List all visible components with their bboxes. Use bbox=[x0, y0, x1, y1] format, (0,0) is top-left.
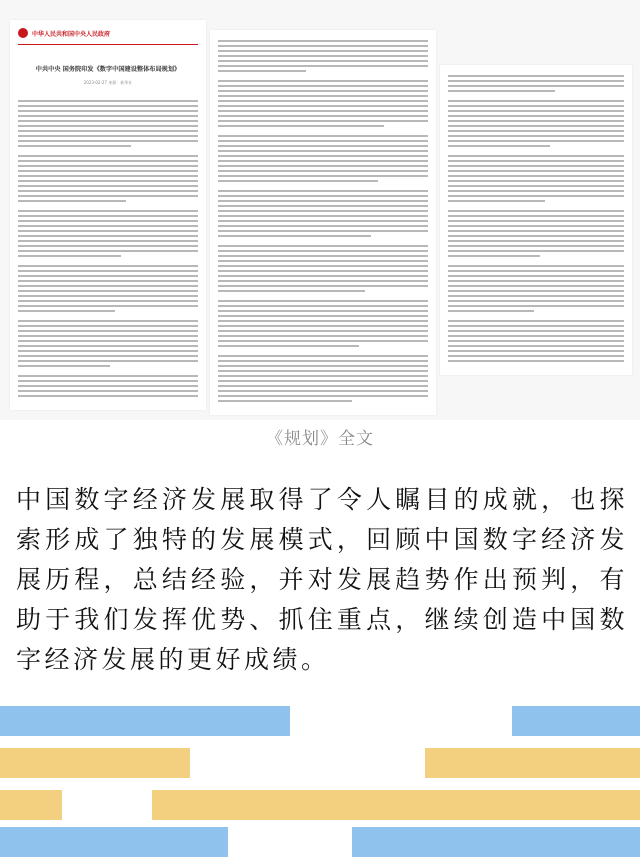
text-line bbox=[448, 335, 624, 337]
text-line bbox=[18, 175, 198, 177]
text-line bbox=[218, 390, 428, 392]
text-line bbox=[448, 340, 624, 342]
text-line bbox=[18, 210, 198, 212]
text-line bbox=[218, 335, 428, 337]
text-line bbox=[18, 265, 198, 267]
text-line bbox=[18, 285, 198, 287]
text-line bbox=[218, 225, 428, 227]
text-line bbox=[18, 225, 198, 227]
text-line bbox=[18, 110, 198, 112]
text-line bbox=[18, 165, 198, 167]
text-line bbox=[18, 240, 198, 242]
text-line bbox=[218, 345, 359, 347]
text-line bbox=[448, 155, 624, 157]
text-line bbox=[18, 200, 126, 202]
text-line bbox=[218, 360, 428, 362]
text-line bbox=[218, 160, 428, 162]
text-line bbox=[218, 235, 371, 237]
text-line bbox=[448, 180, 624, 182]
text-line bbox=[18, 150, 198, 152]
text-line bbox=[218, 155, 428, 157]
text-line bbox=[448, 250, 624, 252]
text-line bbox=[18, 360, 198, 362]
text-line bbox=[448, 175, 624, 177]
decor-bar bbox=[0, 790, 62, 820]
text-line bbox=[218, 200, 428, 202]
text-line bbox=[218, 315, 428, 317]
text-line bbox=[448, 200, 545, 202]
text-line bbox=[18, 195, 198, 197]
text-line bbox=[18, 365, 110, 367]
text-line bbox=[448, 85, 624, 87]
text-line bbox=[218, 60, 428, 62]
text-line bbox=[218, 170, 428, 172]
text-line bbox=[448, 120, 624, 122]
header-logo bbox=[18, 28, 110, 38]
text-line bbox=[218, 310, 428, 312]
text-line bbox=[448, 80, 624, 82]
text-line bbox=[218, 110, 428, 112]
text-line bbox=[218, 300, 428, 302]
text-line bbox=[18, 220, 198, 222]
text-line bbox=[18, 235, 198, 237]
text-line bbox=[18, 355, 198, 357]
text-line bbox=[18, 345, 198, 347]
text-line bbox=[18, 305, 198, 307]
text-line bbox=[448, 290, 624, 292]
text-line bbox=[218, 355, 428, 357]
text-line bbox=[448, 130, 624, 132]
text-line bbox=[218, 205, 428, 207]
text-line bbox=[18, 130, 198, 132]
text-line bbox=[18, 335, 198, 337]
text-line bbox=[218, 210, 428, 212]
text-line bbox=[18, 140, 198, 142]
text-line bbox=[218, 130, 428, 132]
text-line bbox=[18, 330, 198, 332]
text-line bbox=[448, 345, 624, 347]
text-line bbox=[448, 260, 624, 262]
text-line bbox=[218, 290, 365, 292]
text-line bbox=[218, 305, 428, 307]
text-line bbox=[18, 315, 198, 317]
text-line bbox=[218, 395, 428, 397]
doc-meta: 2023-02-27 来源：新华社 bbox=[83, 80, 133, 85]
text-line bbox=[448, 255, 540, 257]
text-line bbox=[218, 105, 428, 107]
text-line bbox=[218, 100, 428, 102]
text-line bbox=[448, 205, 624, 207]
text-line bbox=[218, 220, 428, 222]
text-line bbox=[18, 390, 198, 392]
text-line bbox=[18, 125, 198, 127]
text-line bbox=[218, 330, 428, 332]
text-line bbox=[448, 95, 624, 97]
text-line bbox=[448, 355, 624, 357]
text-line bbox=[18, 325, 198, 327]
text-line bbox=[218, 40, 428, 42]
text-line bbox=[18, 185, 198, 187]
text-line bbox=[18, 275, 198, 277]
header-org: 中华人民共和国中央人民政府 bbox=[32, 30, 111, 38]
text-line bbox=[448, 110, 624, 112]
text-line bbox=[218, 145, 428, 147]
text-line bbox=[18, 395, 198, 397]
text-line bbox=[218, 135, 428, 137]
text-line bbox=[218, 120, 428, 122]
body-lines bbox=[18, 100, 198, 400]
text-line bbox=[218, 75, 428, 77]
text-line bbox=[18, 320, 198, 322]
text-line bbox=[18, 245, 198, 247]
text-line bbox=[18, 120, 198, 122]
text-line bbox=[18, 250, 198, 252]
text-line bbox=[448, 245, 624, 247]
text-line bbox=[448, 210, 624, 212]
text-line bbox=[218, 320, 428, 322]
text-line bbox=[18, 280, 198, 282]
text-line bbox=[218, 350, 428, 352]
text-line bbox=[218, 180, 378, 182]
text-line bbox=[218, 230, 428, 232]
text-line bbox=[218, 115, 428, 117]
text-line bbox=[448, 165, 624, 167]
text-line bbox=[448, 135, 624, 137]
text-line bbox=[18, 180, 198, 182]
text-line bbox=[18, 160, 198, 162]
text-line bbox=[18, 135, 198, 137]
text-line bbox=[448, 220, 624, 222]
text-line bbox=[448, 170, 624, 172]
text-line bbox=[448, 190, 624, 192]
text-line bbox=[448, 300, 624, 302]
text-line bbox=[448, 185, 624, 187]
text-line bbox=[218, 55, 428, 57]
text-line bbox=[448, 275, 624, 277]
document-page-left bbox=[10, 20, 206, 410]
text-line bbox=[218, 285, 428, 287]
text-line bbox=[18, 290, 198, 292]
body-lines bbox=[218, 40, 428, 405]
text-line bbox=[448, 75, 624, 77]
text-line bbox=[448, 90, 555, 92]
document-page-right bbox=[440, 65, 632, 375]
decor-bar bbox=[0, 748, 190, 778]
text-line bbox=[448, 160, 624, 162]
text-line bbox=[218, 165, 428, 167]
text-line bbox=[218, 365, 428, 367]
text-line bbox=[448, 280, 624, 282]
text-line bbox=[18, 145, 131, 147]
text-line bbox=[218, 375, 428, 377]
text-line bbox=[218, 190, 428, 192]
text-line bbox=[218, 385, 428, 387]
text-line bbox=[448, 225, 624, 227]
body-lines bbox=[448, 75, 624, 365]
text-line bbox=[218, 255, 428, 257]
text-line bbox=[218, 400, 352, 402]
text-line bbox=[218, 260, 428, 262]
text-line bbox=[218, 90, 428, 92]
header-divider bbox=[18, 44, 198, 45]
decor-bar bbox=[425, 748, 640, 778]
text-line bbox=[218, 340, 428, 342]
text-line bbox=[18, 375, 198, 377]
body-paragraph: 中国数字经济发展取得了令人瞩目的成就，也探索形成了独特的发展模式，回顾中国数字经济发展历程，总结经验，并对发展趋势作出预判，有助于我们发挥优势、抓住重点，继续创造中国数字经济发展的更好成绩。 bbox=[16, 485, 628, 674]
text-line bbox=[218, 325, 428, 327]
text-line bbox=[218, 140, 428, 142]
text-line bbox=[448, 125, 624, 127]
text-line bbox=[18, 260, 198, 262]
text-line bbox=[18, 300, 198, 302]
text-line bbox=[448, 115, 624, 117]
text-line bbox=[218, 65, 428, 67]
text-line bbox=[448, 295, 624, 297]
text-line bbox=[18, 380, 198, 382]
text-line bbox=[18, 215, 198, 217]
text-line bbox=[218, 70, 306, 72]
text-line bbox=[448, 145, 550, 147]
document-screenshot bbox=[0, 0, 640, 420]
text-line bbox=[218, 370, 428, 372]
text-line bbox=[218, 265, 428, 267]
text-line bbox=[218, 150, 428, 152]
text-line bbox=[218, 95, 428, 97]
text-line bbox=[18, 170, 198, 172]
text-line bbox=[18, 205, 198, 207]
text-line bbox=[218, 250, 428, 252]
decor-bar bbox=[152, 790, 640, 820]
text-line bbox=[448, 230, 624, 232]
text-line bbox=[448, 240, 624, 242]
text-line bbox=[448, 235, 624, 237]
text-line bbox=[218, 85, 428, 87]
text-line bbox=[448, 325, 624, 327]
text-line bbox=[448, 310, 534, 312]
text-line bbox=[18, 155, 198, 157]
text-line bbox=[448, 360, 624, 362]
text-line bbox=[18, 340, 198, 342]
text-line bbox=[218, 270, 428, 272]
text-line bbox=[218, 185, 428, 187]
text-line bbox=[448, 315, 624, 317]
text-line bbox=[448, 140, 624, 142]
text-line bbox=[448, 265, 624, 267]
text-line bbox=[218, 175, 428, 177]
text-line bbox=[218, 380, 428, 382]
text-line bbox=[218, 80, 428, 82]
text-line bbox=[448, 150, 624, 152]
decor-bar bbox=[512, 706, 640, 736]
document-page-middle bbox=[210, 30, 436, 415]
text-line bbox=[18, 230, 198, 232]
text-line bbox=[18, 295, 198, 297]
text-line bbox=[218, 195, 428, 197]
text-line bbox=[18, 310, 115, 312]
text-line bbox=[218, 50, 428, 52]
text-line bbox=[218, 215, 428, 217]
emblem-icon bbox=[18, 28, 28, 38]
text-line bbox=[18, 190, 198, 192]
text-line bbox=[18, 105, 198, 107]
text-line bbox=[18, 115, 198, 117]
text-line bbox=[218, 275, 428, 277]
text-line bbox=[18, 385, 198, 387]
text-line bbox=[218, 240, 428, 242]
text-line bbox=[18, 370, 198, 372]
text-line bbox=[218, 45, 428, 47]
text-line bbox=[448, 330, 624, 332]
text-line bbox=[18, 350, 198, 352]
text-line bbox=[448, 285, 624, 287]
image-caption: 《规划》全文 bbox=[266, 429, 374, 449]
text-line bbox=[448, 350, 624, 352]
text-line bbox=[448, 270, 624, 272]
text-line bbox=[18, 270, 198, 272]
text-line bbox=[448, 305, 624, 307]
doc-title: 中共中央 国务院印发《数字中国建设整体布局规划》 bbox=[35, 66, 181, 73]
text-line bbox=[218, 245, 428, 247]
text-line bbox=[18, 255, 121, 257]
text-line bbox=[18, 100, 198, 102]
decor-bar bbox=[0, 706, 290, 736]
text-line bbox=[448, 320, 624, 322]
text-line bbox=[218, 280, 428, 282]
text-line bbox=[448, 105, 624, 107]
text-line bbox=[218, 125, 384, 127]
text-line bbox=[218, 295, 428, 297]
text-line bbox=[448, 215, 624, 217]
text-line bbox=[448, 100, 624, 102]
text-line bbox=[448, 195, 624, 197]
